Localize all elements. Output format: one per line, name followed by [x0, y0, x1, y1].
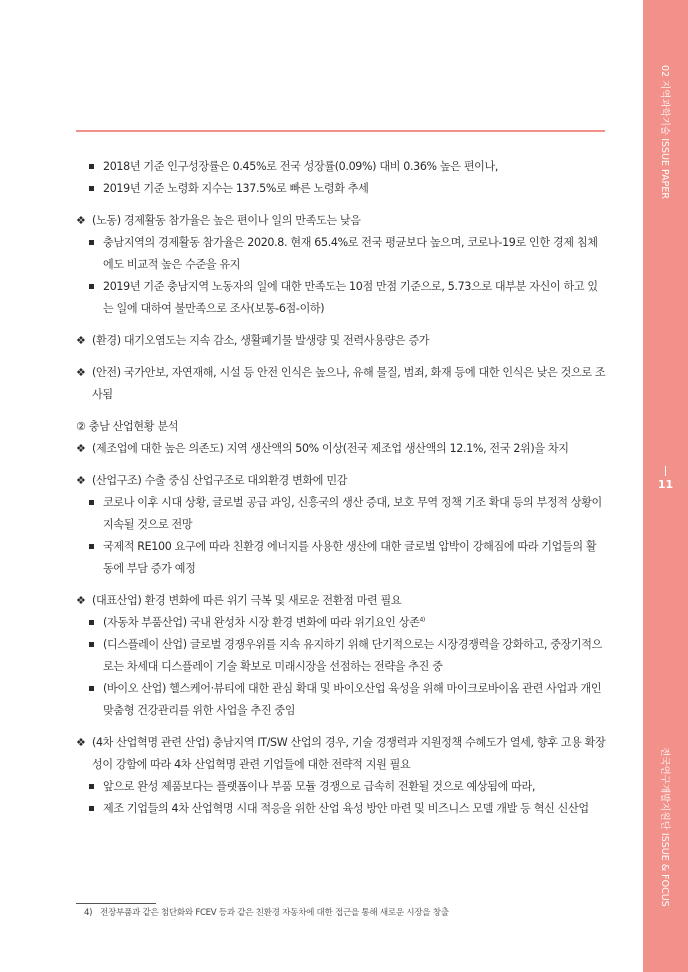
footnote-rule: [76, 903, 156, 904]
bullet-item: 2018년 기준 인구성장률은 0.45%로 전국 성장률(0.09%) 대비 0.36% 높은 편이나,: [86, 156, 606, 178]
bullet-item: (바이오 산업) 헬스케어·뷰티에 대한 관심 확대 및 바이오산업 육성을 위해 마이크로바이옴 관련 사업과 개인맞춤형 건강관리를 위한 사업을 추진 중임: [86, 678, 606, 722]
square-bullet-icon: [89, 164, 94, 169]
square-bullet-icon: [89, 806, 94, 811]
bullet-item: 제조 기업들의 4차 산업혁명 시대 적응을 위한 산업 육성 방안 마련 및 비즈니스 모델 개발 등 혁신 신산업: [86, 798, 606, 820]
diamond-item: ❖ (안전) 국가안보, 자연재해, 시설 등 안전 인식은 높으나, 유해 물질, 범죄, 화재 등에 대한 인식은 낮은 것으로 조사됨: [76, 362, 606, 406]
bullet-item: 국제적 RE100 요구에 따라 친환경 에너지를 사용한 생산에 대한 글로벌 압박이 강해짐에 따라 기업들의 활동에 부담 증가 예정: [86, 536, 606, 580]
bullet-item: (디스플레이 산업) 글로벌 경쟁우위를 지속 유지하기 위해 단기적으로는 시장경쟁력을 강화하고, 중장기적으로는 차세대 디스플레이 기술 확보로 미래시장을 선점하는 전략을 추진 중: [86, 634, 606, 678]
diamond-bullet-icon: ❖: [76, 594, 86, 607]
diamond-bullet-icon: ❖: [76, 474, 86, 487]
footnote-ref: 4): [419, 616, 425, 624]
header-rule: [76, 130, 605, 132]
diamond-item: ❖ (제조업에 대한 높은 의존도) 지역 생산액의 50% 이상(전국 제조업 생산액의 12.1%, 전국 2위)을 차지: [76, 438, 606, 460]
section-heading: ② 충남 산업현황 분석: [76, 420, 179, 433]
square-bullet-icon: [89, 620, 94, 625]
square-bullet-icon: [89, 544, 94, 549]
diamond-bullet-icon: ❖: [76, 334, 86, 347]
bullet-item: 코로나 이후 시대 상황, 글로벌 공급 과잉, 신흥국의 생산 증대, 보호 무역 정책 기조 확대 등의 부정적 상황이 지속될 것으로 전망: [86, 492, 606, 536]
side-band: [643, 0, 688, 972]
diamond-bullet-icon: ❖: [76, 736, 86, 749]
square-bullet-icon: [89, 642, 94, 647]
diamond-item: ❖ (4차 산업혁명 관련 산업) 충남지역 IT/SW 산업의 경우, 기술 경쟁력과 지원정책 수혜도가 열세, 향후 고용 확장성이 강함에 따라 4차 산업혁명 관련 기업들에 대한 전략적 지원 필요: [76, 732, 606, 776]
diamond-item: ❖ (환경) 대기오염도는 지속 감소, 생활폐기물 발생량 및 전력사용량은 증가: [76, 330, 606, 352]
issue-paper-label: 02 지역과학기술 ISSUE PAPER: [658, 65, 670, 199]
bullet-item: 앞으로 완성 제품보다는 플랫폼이나 부품 모듈 경쟁으로 급속히 전환될 것으로 예상됨에 따라,: [86, 776, 606, 798]
bullet-item: 충남지역의 경제활동 참가율은 2020.8. 현재 65.4%로 전국 평균보다 높으며, 코로나-19로 인한 경제 침체에도 비교적 높은 수준을 유지: [86, 232, 606, 276]
diamond-bullet-icon: ❖: [76, 442, 86, 455]
diamond-bullet-icon: ❖: [76, 214, 86, 227]
page-number: 11: [657, 478, 674, 491]
diamond-item: ❖ (노동) 경제활동 참가율은 높은 편이나 일의 만족도는 낮음: [76, 210, 606, 232]
square-bullet-icon: [89, 686, 94, 691]
square-bullet-icon: [89, 284, 94, 289]
square-bullet-icon: [89, 186, 94, 191]
footnote: [84, 906, 449, 918]
square-bullet-icon: [89, 240, 94, 245]
diamond-bullet-icon: ❖: [76, 366, 86, 379]
bullet-item: (자동차 부품산업) 국내 완성차 시장 환경 변화에 따라 위기요인 상존$^{4)}$: [86, 612, 606, 634]
bullet-item: 2019년 기준 충남지역 노동자의 일에 대한 만족도는 10점 만점 기준으로, 5.73으로 대부분 자신이 하고 있는 일에 대하여 불만족으로 조사(보통-6점-이하): [86, 276, 606, 320]
publisher-label: 전국연구개발지원단 ISSUE & FOCUS: [658, 747, 670, 907]
diamond-item: ❖ (산업구조) 수출 중심 산업구조로 대외환경 변화에 민감: [76, 470, 606, 492]
diamond-item: ❖ (대표산업) 환경 변화에 따른 위기 극복 및 새로운 전환점 마련 필요: [76, 590, 606, 612]
body-text: [76, 156, 606, 820]
square-bullet-icon: [89, 500, 94, 505]
footnote-text: 전장부품과 같은 첨단화와 FCEV 등과 같은 친환경 자동차에 대한 접근을 통해 새로운 시장을 창출: [100, 908, 449, 918]
page-number-tick: [665, 466, 666, 476]
footnote-mark: 4): [84, 908, 93, 918]
square-bullet-icon: [89, 784, 94, 789]
bullet-item: 2019년 기준 노령화 지수는 137.5%로 빠른 노령화 추세: [86, 178, 606, 200]
